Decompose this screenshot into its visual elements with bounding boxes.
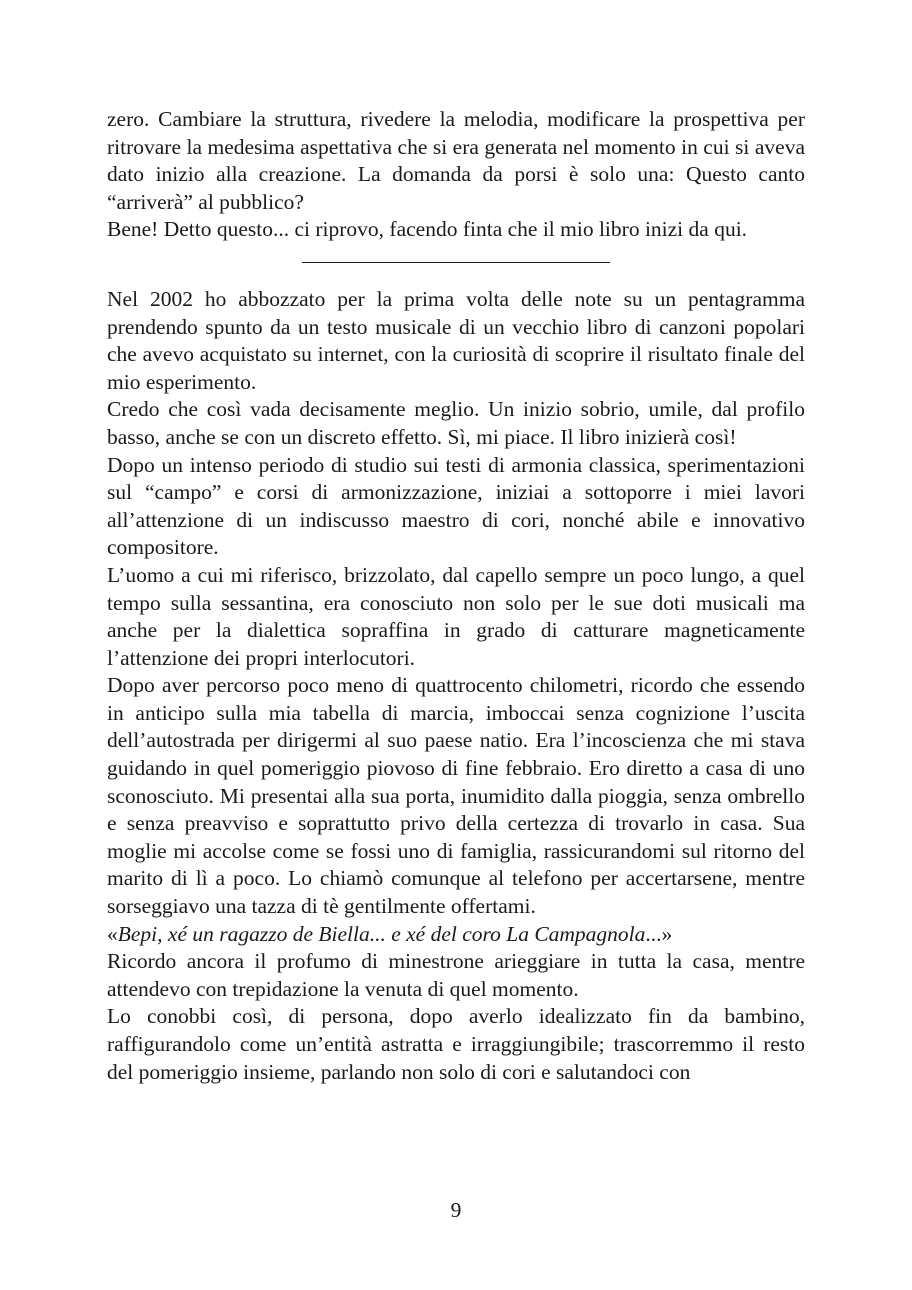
quote-open: « [107,921,118,946]
page-body [107,106,805,1086]
quote-ellipsis: ... [645,921,662,946]
quote-close: » [661,921,673,946]
paragraph-viaggio: Dopo aver percorso poco meno di quattrocento chilometri, ricordo che essendo in anticipo sulla mia tabella di marcia, imboccai senza cognizione l’uscita dell’autostrada per dirigermi al suo paese natio. Era l’incoscienza che mi stava guidando in quel pomeriggio piovoso di fine febbraio. Ero diretto a casa di uno sconosciuto. Mi presentai alla sua porta, inumidito dalla pioggia, senza ombrello e senza preavviso e soprattutto privo della certezza di trovarlo in casa. Sua moglie mi accolse come se fossi uno di famiglia, rassicurandomi sul ritorno del marito di lì a poco. Lo chiamò comunque al telefono per accertarsene, mentre sorseggiavo una tazza di tè gentilmente offertami. [107,673,805,919]
paragraph-2002: Nel 2002 ho abbozzato per la prima volta delle note su un pentagramma prendendo spunto da un testo musicale di un vecchio libro di canzoni popolari che avevo acquistato su internet, con la curiosità di scoprire il risultato finale del mio esperimento. [107,286,805,394]
paragraph-minestrone: Ricordo ancora il profumo di minestrone arieggiare in tutta la casa, mentre attendevo con trepidazione la venuta di quel momento. [107,949,805,1001]
paragraph-continuation: zero. Cambiare la struttura, rivedere la melodia, modificare la prospettiva per ritrovare la medesima aspettativa che si era generata nel momento in cui si aveva dato inizio alla creazione. La domanda da porsi è solo una: Questo canto “arriverà” al pubblico? [107,107,805,214]
section-divider [302,262,610,263]
paragraph-sobrio: Credo che così vada decisamente meglio. Un inizio sobrio, umile, dal profilo basso, anche se con un discreto effetto. Sì, mi piace. Il libro inizierà così! [107,397,805,449]
dialect-quote [107,921,805,949]
paragraph-conobbi: Lo conobbi così, di persona, dopo averlo idealizzato fin da bambino, raffigurandolo come un’entità astratta e irraggiungibile; trascorremmo il resto del pomeriggio insieme, parlando non solo di cori e salutandoci con [107,1004,805,1084]
paragraph-restart: Bene! Detto questo... ci riprovo, facendo finta che il mio libro inizi da qui. [107,217,748,242]
quote-text: Bepi, xé un ragazzo de Biella... e xé del coro La Campagnola [117,921,646,946]
paragraph-studio: Dopo un intenso periodo di studio sui testi di armonia classica, sperimentazioni sul “campo” e corsi di armonizzazione, iniziai a sottoporre i miei lavori all’attenzione di un indiscusso maestro di cori, nonché abile e innovativo compositore. [107,452,805,560]
page-number: 9 [450,1198,462,1222]
paragraph-uomo: L’uomo a cui mi riferisco, brizzolato, dal capello sempre un poco lungo, a quel tempo sulla sessantina, era conosciuto non solo per le sue doti musicali ma anche per la dialettica sopraffina in grado di catturare magneticamente l’attenzione dei propri interlocutori. [107,562,805,670]
